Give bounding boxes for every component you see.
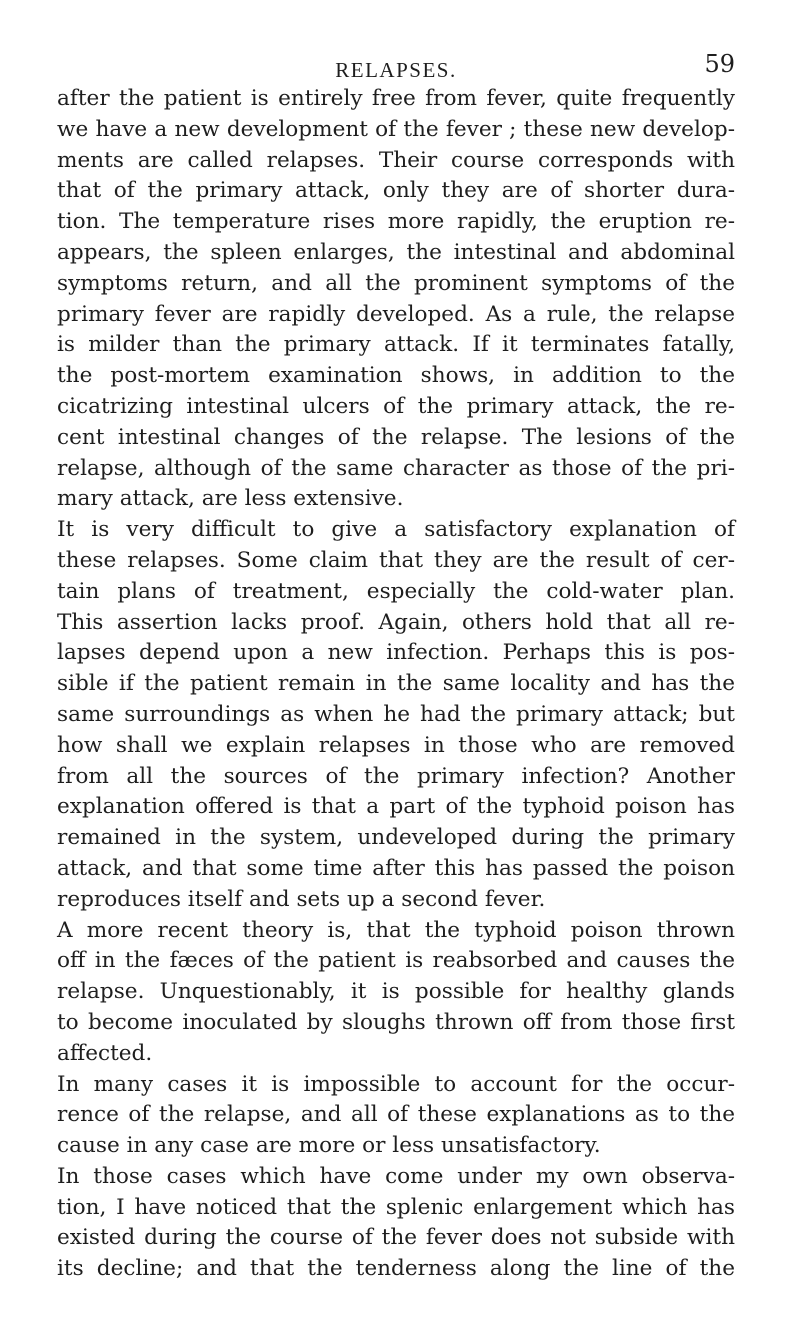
- text-line: attack, and that some time after this has passed the poison: [57, 855, 735, 881]
- text-line: the post-mortem examination shows, in addition to the: [57, 363, 735, 389]
- text-line: relapse, although of the same character as those of the pri-: [57, 455, 735, 481]
- text-line: ments are called relapses. Their course corresponds with: [57, 147, 735, 173]
- paragraph-end-line: mary attack, are less extensive.: [57, 486, 404, 512]
- text-line: primary fever are rapidly developed. As a rule, the relapse: [57, 301, 735, 327]
- paragraph-end-line: reproduces itself and sets up a second fever.: [57, 886, 546, 912]
- text-line: same surroundings as when he had the primary attack; but: [57, 701, 735, 727]
- text-line: that of the primary attack, only they are of shorter dura-: [57, 178, 735, 204]
- text-line: from all the sources of the primary infection? Another: [57, 763, 735, 789]
- text-line: cent intestinal changes of the relapse. The lesions of the: [57, 424, 735, 450]
- paragraph-start-line: In those cases which have come under my own observa-: [57, 1163, 735, 1189]
- text-line: relapse. Unquestionably, it is possible for healthy glands: [57, 979, 735, 1005]
- text-line: tion, I have noticed that the splenic enlargement which has: [57, 1194, 735, 1220]
- paragraph-start-line: In many cases it is impossible to account for the occur-: [57, 1071, 735, 1097]
- text-line: is milder than the primary attack. If it terminates fatally,: [57, 332, 735, 358]
- text-line: rence of the relapse, and all of these explanations as to the: [57, 1102, 735, 1128]
- text-line: sible if the patient remain in the same locality and has the: [57, 671, 735, 697]
- paragraph-start-line: It is very difficult to give a satisfactory explanation of: [57, 517, 735, 543]
- text-line: we have a new development of the fever ; these new develop-: [57, 116, 735, 142]
- page-number: 59: [704, 50, 735, 78]
- text-line: existed during the course of the fever does not subside with: [57, 1225, 735, 1251]
- text-line: appears, the spleen enlarges, the intestinal and abdominal: [57, 239, 735, 265]
- text-line: This assertion lacks proof. Again, others hold that all re-: [57, 609, 735, 635]
- paragraph-end-line: cause in any case are more or less unsatisfactory.: [57, 1133, 601, 1159]
- chapter-title: RELAPSES.: [335, 58, 457, 82]
- text-line: after the patient is entirely free from fever, quite frequently: [57, 86, 735, 111]
- text-line: explanation offered is that a part of the typhoid poison has: [57, 794, 735, 820]
- text-line: lapses depend upon a new infection. Perhaps this is pos-: [57, 640, 735, 666]
- running-header: [57, 48, 735, 84]
- text-line: tain plans of treatment, especially the cold-water plan.: [57, 578, 735, 604]
- text-line: tion. The temperature rises more rapidly, the eruption re-: [57, 209, 735, 235]
- text-line: symptoms return, and all the prominent symptoms of the: [57, 270, 735, 296]
- text-line: these relapses. Some claim that they are the result of cer-: [57, 547, 735, 573]
- body-text: [57, 84, 735, 1285]
- text-line: how shall we explain relapses in those who are removed: [57, 732, 735, 758]
- text-line: to become inoculated by sloughs thrown off from those first: [57, 1009, 735, 1035]
- text-line: cicatrizing intestinal ulcers of the primary attack, the re-: [57, 393, 735, 419]
- text-line: its decline; and that the tenderness along the line of the: [57, 1256, 735, 1282]
- paragraph-start-line: A more recent theory is, that the typhoid poison thrown: [57, 917, 735, 943]
- text-line: off in the fæces of the patient is reabsorbed and causes the: [57, 948, 735, 974]
- text-line: remained in the system, undeveloped during the primary: [57, 825, 735, 851]
- paragraph-end-line: affected.: [57, 1040, 153, 1066]
